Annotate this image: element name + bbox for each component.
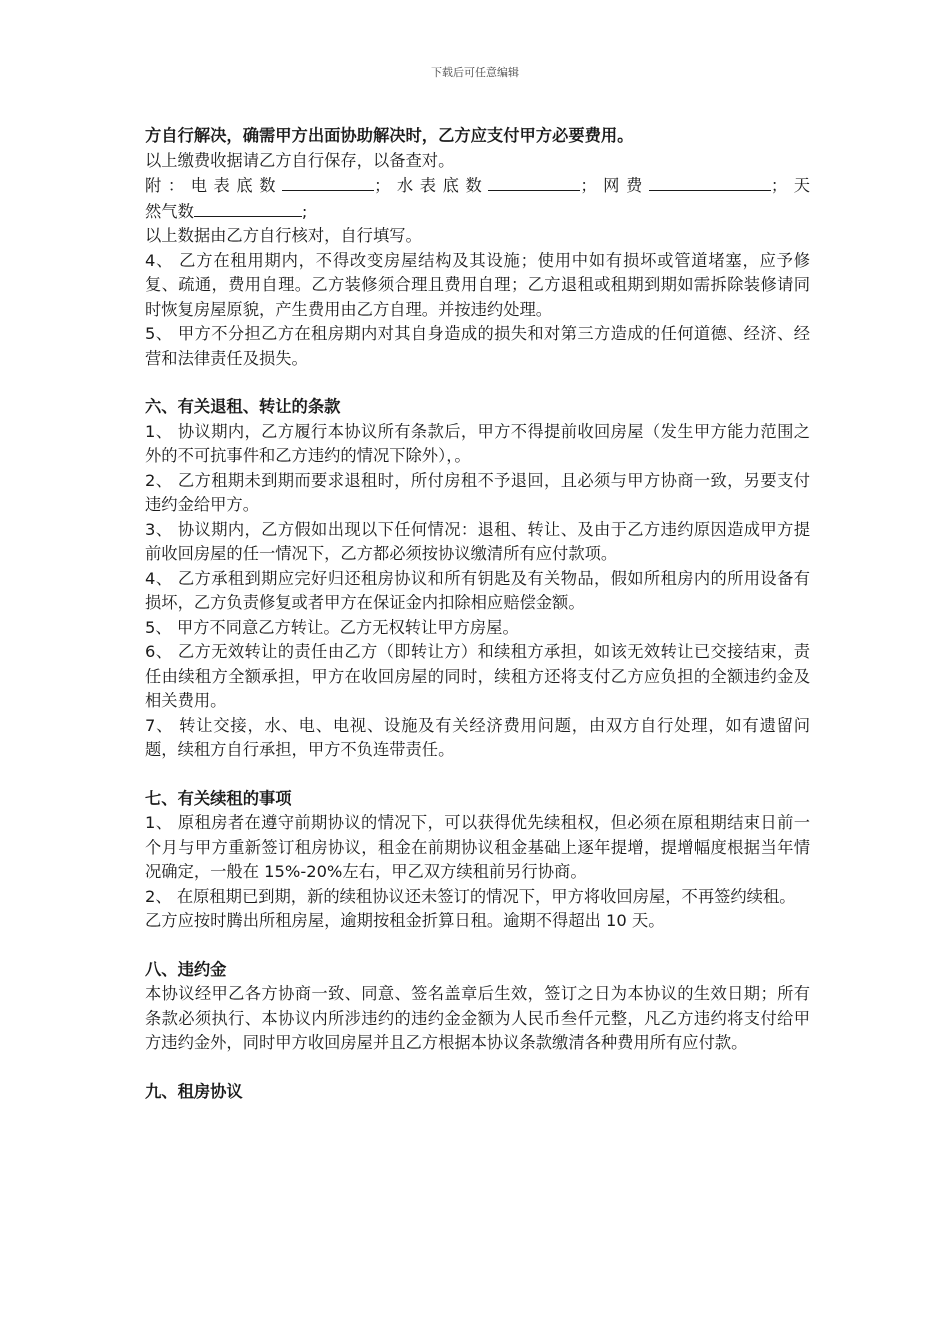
section-7-item: 2、 在原租期已到期，新的续租协议还未签订的情况下，甲方将收回房屋，不再签约续租。 [145, 886, 796, 906]
section-6-item: 7、 转让交接，水、电、电视、设施及有关经济费用问题，由双方自行处理，如有遗留问题，续租方自行承担，甲方不负连带责任。 [145, 715, 810, 759]
intro-self-check: 以上数据由乙方自行核对，自行填写。 [145, 226, 422, 245]
meter-gas-label-b: 然气数 [145, 201, 194, 221]
section-7-item: 1、 原租房者在遵守前期协议的情况下，可以获得优先续租权，但必须在原租期结束日前一个月与甲方重新签订租房协议，租金在前期协议租金基础上逐年提增，提增幅度根据当年情况确定，一般在 15%-20%左右，甲乙双方续租前另行协商。 [145, 813, 810, 881]
water-meter-blank[interactable] [488, 173, 580, 191]
meter-net-label: ；网费 [580, 176, 649, 195]
section-6-item: 2、 乙方租期未到期而要求退租时，所付房租不予退回，且必须与甲方协商一致，另要支付违约金给甲方。 [145, 470, 810, 514]
section-8-title: 八、违约金 [145, 959, 227, 979]
meter-water-label: ；水表底数 [374, 176, 489, 195]
intro-item-5: 5、 甲方不分担乙方在租房期内对其自身造成的损失和对第三方造成的任何道德、经济、经营和法律责任及损失。 [145, 324, 810, 368]
gas-meter-blank[interactable] [194, 199, 302, 217]
section-7-item: 乙方应按时腾出所租房屋，逾期按租金折算日租。逾期不得超出 10 天。 [145, 911, 665, 930]
meter-prefix: 附：电表底数 [145, 176, 283, 195]
meter-end: ; [301, 201, 308, 221]
section-6-title: 六、有关退租、转让的条款 [145, 397, 341, 416]
net-fee-blank[interactable] [649, 173, 771, 191]
document-body [145, 124, 810, 1104]
section-6-item: 6、 乙方无效转让的责任由乙方（即转让方）和续租方承担，如该无效转让已交接结束，责任由续租方全额承担，甲方在收回房屋的同时，续租方还将支付乙方应负担的全额违约金及相关费用。 [145, 642, 810, 710]
page-header-note: 下载后可任意编辑 [431, 66, 519, 79]
intro-bold-line: 方自行解决，确需甲方出面协助解决时，乙方应支付甲方必要费用。 [145, 126, 634, 145]
intro-keep-receipts: 以上缴费收据请乙方自行保存，以备查对。 [145, 150, 455, 170]
section-6-item: 3、 协议期内，乙方假如出现以下任何情况：退租、转让、及由于乙方违约原因造成甲方提前收回房屋的任一情况下，乙方都必须按协议缴清所有应付款项。 [145, 519, 810, 563]
section-6-item: 1、 协议期内，乙方履行本协议所有条款后，甲方不得提前收回房屋（发生甲方能力范围之外的不可抗事件和乙方违约的情况下除外），。 [145, 421, 810, 465]
section-7-title: 七、有关续租的事项 [145, 788, 292, 808]
meter-gas-label-a: ；天 [770, 176, 810, 195]
section-8-body: 本协议经甲乙各方协商一致、同意、签名盖章后生效，签订之日为本协议的生效日期；所有条款必须执行、本协议内所涉违约的违约金金额为人民币叁仟元整，凡乙方违约将支付给甲方违约金外，同时甲方收回房屋并且乙方根据本协议条款缴清各种费用所有应付款。 [145, 984, 810, 1052]
electric-meter-blank[interactable] [282, 173, 374, 191]
meter-readings-line [145, 173, 810, 199]
section-6-item: 4、 乙方承租到期应完好归还租房协议和所有钥匙及有关物品，假如所租房内的所用设备有损坏，乙方负责修复或者甲方在保证金内扣除相应赔偿金额。 [145, 568, 810, 612]
section-6-item: 5、 甲方不同意乙方转让。乙方无权转让甲方房屋。 [145, 617, 519, 637]
intro-item-4: 4、 乙方在租用期内，不得改变房屋结构及其设施；使用中如有损坏或管道堵塞，应予修复、疏通，费用自理。乙方装修须合理且费用自理；乙方退租或租期到期如需拆除装修请同时恢复房屋原貌，产生费用由乙方自理。并按违约处理。 [145, 250, 810, 319]
section-9-title: 九、租房协议 [145, 1081, 243, 1101]
meter-readings-line-2 [145, 199, 810, 225]
